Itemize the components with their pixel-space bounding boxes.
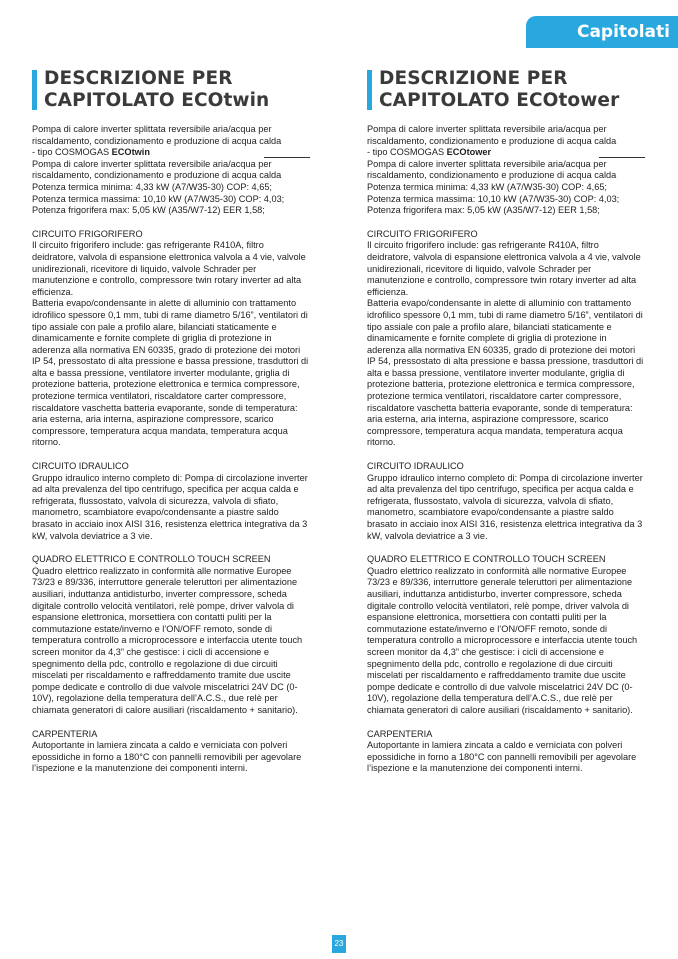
section-text: Quadro elettrico realizzato in conformità alle normative Europee 73/23 e 89/336, interruttore generale teleruttori per alimentazione ausiliari, induttanza antidisturbo, inverter compressore, scheda digitale controllo velocità ventilatori, relè pompe, driver valvola di espansione elettronica, morsettiera con contatti puliti per la commutazione estate/inverno e l’ON/OFF remoto, sonde di temperatura controllo a microprocessore e interfaccia utente touch screen monitor da 4,3” che gestisce: i cicli di accensione e spegnimento della pdc, controllo e regolazione di due circuiti miscelati per riscaldamento e raffreddamento tramite due uscite pompe dedicate e controllo di due valvole miscelatrici 24V DC (0-10V), regolazione della temperatura dell’A.C.S., due relè per chiamata generatori di calore ausiliari (riscaldamento + sanitario).: [367, 565, 638, 715]
section-tab-capitolati: Capitolati: [526, 16, 678, 48]
heading-line-1: DESCRIZIONE PER: [44, 68, 233, 89]
section-title: CIRCUITO FRIGORIFERO: [367, 228, 478, 239]
section-carpenteria: [32, 729, 310, 775]
model-prefix: - tipo COSMOGAS: [367, 147, 447, 158]
cooling-max-line: Potenza frigorifera max: 5,05 kW (A35/W7-12) EER 1,58;: [32, 205, 265, 216]
section-title: CARPENTERIA: [367, 728, 433, 739]
model-name: ECOtwin: [111, 147, 150, 158]
accent-bar: [367, 70, 372, 110]
section-text: Batteria evapo/condensante in alette di alluminio con trattamento idrofilico spessore 0,1 mm, tubi di rame diametro 5/16”, ventilatori di tipo assiale con pale a profilo alare, bilanciati staticamente e dinamicamente e fornite complete di griglia di protezione in aderenza alla normativa EN 60335, grado di protezione dei motori IP 54, pressostato di alta pressione e bassa pressione, trasduttori di alta e bassa pressione, ventilatore inverter modulante, griglia di protezione batteria, protezione elettronica e termica compressore, protezione termica ventilatori, riscaldatore carter compressore, riscaldatore vaschetta batteria evaporante, sonde di temperatura: aria esterna, aria interna, aspirazione compressore, scarico compressore, temperatura acqua mandata, temperatura acqua ritorno.: [32, 298, 309, 448]
model-line: [367, 147, 645, 159]
underline-rule: [599, 157, 645, 158]
spec-body: [32, 124, 310, 775]
section-text: Gruppo idraulico interno completo di: Pompa di circolazione inverter ad alta prevalenza del tipo centrifugo, specifica per acqua calda e refrigerata, flussostato, valvola di sicurezza, valvola di sfiato, manometro, scambiatore evapo/condensante a piastre saldo brasato in acciaio inox AISI 316, resistenza elettrica integrativa da 3 kW, valvola deviatrice a 3 vie.: [32, 472, 308, 541]
section-text: Autoportante in lamiera zincata a caldo e verniciata con polveri epossidiche in forno a 180°C con pannelli removibili per agevolare l’ispezione e la manutenzione dei componenti interni.: [32, 740, 302, 774]
heading-line-2: CAPITOLATO ECOtower: [379, 90, 620, 111]
power-max-line: Potenza termica massima: 10,10 kW (A7/W35-30) COP: 4,03;: [367, 193, 620, 204]
section-circuito-idraulico: [367, 461, 645, 542]
section-title: QUADRO ELETTRICO E CONTROLLO TOUCH SCREEN: [32, 554, 271, 565]
model-line: [32, 147, 310, 159]
spec-column-ecotwin: [32, 68, 310, 775]
heading-line-2: CAPITOLATO ECOtwin: [44, 90, 270, 111]
section-carpenteria: [367, 729, 645, 775]
section-title: CIRCUITO IDRAULICO: [367, 461, 464, 472]
spec-body: [367, 124, 645, 775]
power-max-line: Potenza termica massima: 10,10 kW (A7/W35-30) COP: 4,03;: [32, 193, 285, 204]
section-text: Gruppo idraulico interno completo di: Pompa di circolazione inverter ad alta prevalenza del tipo centrifugo, specifica per acqua calda e refrigerata, flussostato, valvola di sicurezza, valvola di sfiato, manometro, scambiatore evapo/condensante a piastre saldo brasato in acciaio inox AISI 316, resistenza elettrica integrativa da 3 kW, valvola deviatrice a 3 vie.: [367, 472, 643, 541]
model-prefix: - tipo COSMOGAS: [32, 147, 112, 158]
model-name: ECOtower: [446, 147, 492, 158]
intro-paragraph: Pompa di calore inverter splittata reversibile aria/acqua per riscaldamento, condizionamento e produzione di acqua calda: [367, 124, 617, 146]
section-title: CARPENTERIA: [32, 728, 98, 739]
section-text: Batteria evapo/condensante in alette di alluminio con trattamento idrofilico spessore 0,1 mm, tubi di rame diametro 5/16”, ventilatori di tipo assiale con pale a profilo alare, bilanciati staticamente e dinamicamente e fornite complete di griglia di protezione in aderenza alla normativa EN 60335, grado di protezione dei motori IP 54, pressostato di alta pressione e bassa pressione, trasduttori di alta e bassa pressione, ventilatore inverter modulante, griglia di protezione batteria, protezione elettronica e termica compressore, protezione termica ventilatori, riscaldatore carter compressore, riscaldatore vaschetta batteria evaporante, sonde di temperatura: aria esterna, aria interna, aspirazione compressore, scarico compressore, temperatura acqua mandata, temperatura acqua ritorno.: [367, 298, 644, 448]
power-min-line: Potenza termica minima: 4,33 kW (A7/W35-30) COP: 4,65;: [367, 181, 607, 192]
heading-line-1: DESCRIZIONE PER: [379, 68, 568, 89]
accent-bar: [32, 70, 37, 110]
section-text: Il circuito frigorifero include: gas refrigerante R410A, filtro deidratore, valvola di espansione elettronica valvola a 4 vie, valvole unidirezionali, ricevitore di liquido, valvole Schrader per manutenzione e controllo, compressore twin rotary inverter ad alta efficienza.: [32, 240, 306, 297]
cooling-max-line: Potenza frigorifera max: 5,05 kW (A35/W7-12) EER 1,58;: [367, 205, 600, 216]
section-circuito-frigorifero: [367, 229, 645, 449]
section-circuito-frigorifero: [32, 229, 310, 449]
section-title: CIRCUITO IDRAULICO: [32, 461, 129, 472]
section-title: CIRCUITO FRIGORIFERO: [32, 228, 143, 239]
section-text: Autoportante in lamiera zincata a caldo e verniciata con polveri epossidiche in forno a 180°C con pannelli removibili per agevolare l’ispezione e la manutenzione dei componenti interni.: [367, 740, 637, 774]
power-min-line: Potenza termica minima: 4,33 kW (A7/W35-30) COP: 4,65;: [32, 181, 272, 192]
column-heading: [32, 68, 310, 112]
column-heading: [367, 68, 645, 112]
section-text: Il circuito frigorifero include: gas refrigerante R410A, filtro deidratore, valvola di espansione elettronica valvola a 4 vie, valvole unidirezionali, ricevitore di liquido, valvole Schrader per manutenzione e controllo, compressore twin rotary inverter ad alta efficienza.: [367, 240, 641, 297]
section-title: QUADRO ELETTRICO E CONTROLLO TOUCH SCREEN: [367, 554, 606, 565]
description-paragraph: Pompa di calore inverter splittata reversibile aria/acqua per riscaldamento, condizionamento e produzione di acqua calda: [32, 158, 282, 181]
page-number: 23: [332, 935, 346, 953]
section-text: Quadro elettrico realizzato in conformità alle normative Europee 73/23 e 89/336, interruttore generale teleruttori per alimentazione ausiliari, induttanza antidisturbo, inverter compressore, scheda digitale controllo velocità ventilatori, relè pompe, driver valvola di espansione elettronica, morsettiera con contatti puliti per la commutazione estate/inverno e l’ON/OFF remoto, sonde di temperatura controllo a microprocessore e interfaccia utente touch screen monitor da 4,3” che gestisce: i cicli di accensione e spegnimento della pdc, controllo e regolazione di due circuiti miscelati per riscaldamento e raffreddamento tramite due uscite pompe dedicate e controllo di due valvole miscelatrici 24V DC (0-10V), regolazione della temperatura dell’A.C.S., due relè per chiamata generatori di calore ausiliari (riscaldamento + sanitario).: [32, 565, 303, 715]
section-quadro-elettrico: [32, 554, 310, 716]
section-quadro-elettrico: [367, 554, 645, 716]
spec-column-ecotower: [367, 68, 645, 775]
underline-rule: [264, 157, 310, 158]
intro-paragraph: Pompa di calore inverter splittata reversibile aria/acqua per riscaldamento, condizionamento e produzione di acqua calda: [32, 124, 282, 146]
section-circuito-idraulico: [32, 461, 310, 542]
description-paragraph: Pompa di calore inverter splittata reversibile aria/acqua per riscaldamento, condizionamento e produzione di acqua calda: [367, 158, 617, 181]
